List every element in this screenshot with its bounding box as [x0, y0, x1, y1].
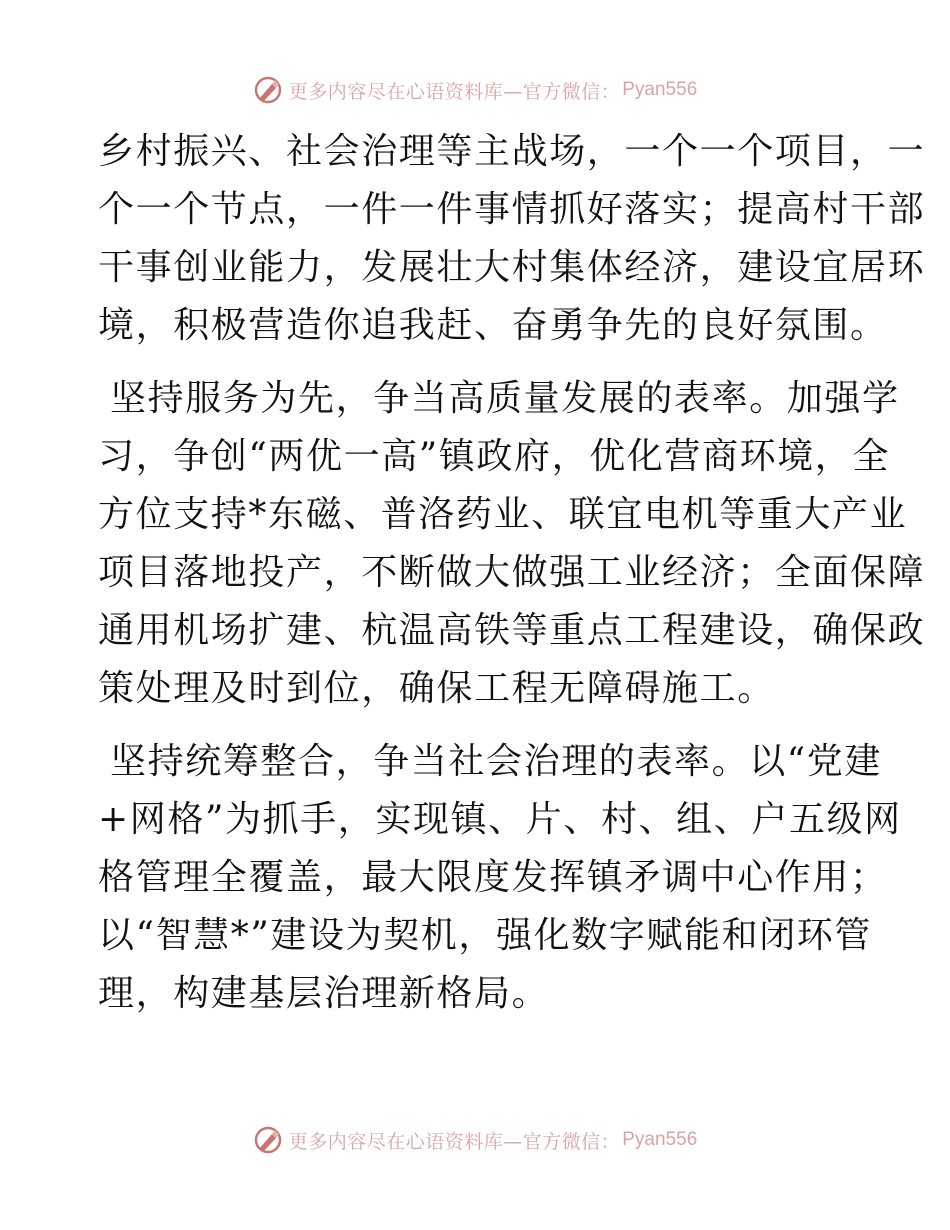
text-line: 境，积极营造你追我赶、奋勇争先的良好氛围。: [98, 305, 888, 346]
text-line: 乡村振兴、社会治理等主战场，一个一个项目，一: [98, 131, 926, 172]
text-line: 习，争创“两优一高”镇政府，优化营商环境，全: [98, 436, 891, 477]
text-line: 理，构建基层治理新格局。: [98, 973, 550, 1014]
watermark-account: Pyan556: [622, 79, 698, 100]
text-line: +网格”为抓手，实现镇、片、村、组、户五级网: [98, 799, 902, 840]
text-line: 以“智慧*”建设为契机，强化数字赋能和闭环管: [98, 915, 873, 956]
paragraph-3: [98, 733, 902, 1023]
watermark-account: Pyan556: [622, 1129, 698, 1150]
text-line: 方位支持*东磁、普洛药业、联宜电机等重大产业: [98, 494, 908, 535]
text-line: 干事创业能力，发展壮大村集体经济，建设宜居环: [98, 247, 926, 288]
pen-logo-icon: [253, 75, 283, 105]
pen-logo-icon: [253, 1125, 283, 1155]
header-watermark: [0, 72, 950, 108]
paragraph-1: [98, 123, 926, 355]
watermark-text: 更多内容尽在心语资料库—官方微信：: [288, 1130, 621, 1153]
text-line: 坚持服务为先，争当高质量发展的表率。加强学: [110, 378, 900, 419]
document-body: [98, 123, 926, 1023]
text-line: 坚持统筹整合，争当社会治理的表率。以“党建: [110, 741, 883, 782]
paragraph-2: [98, 370, 926, 718]
footer-watermark: [0, 1122, 950, 1158]
text-line: 格管理全覆盖，最大限度发挥镇矛调中心作用；: [98, 857, 888, 898]
text-line: 通用机场扩建、杭温高铁等重点工程建设，确保政: [98, 610, 926, 651]
watermark-text: 更多内容尽在心语资料库—官方微信：: [288, 80, 621, 103]
text-line: 策处理及时到位，确保工程无障碍施工。: [98, 668, 775, 709]
text-line: 项目落地投产，不断做大做强工业经济；全面保障: [98, 552, 926, 593]
text-line: 个一个节点，一件一件事情抓好落实；提高村干部: [98, 189, 926, 230]
